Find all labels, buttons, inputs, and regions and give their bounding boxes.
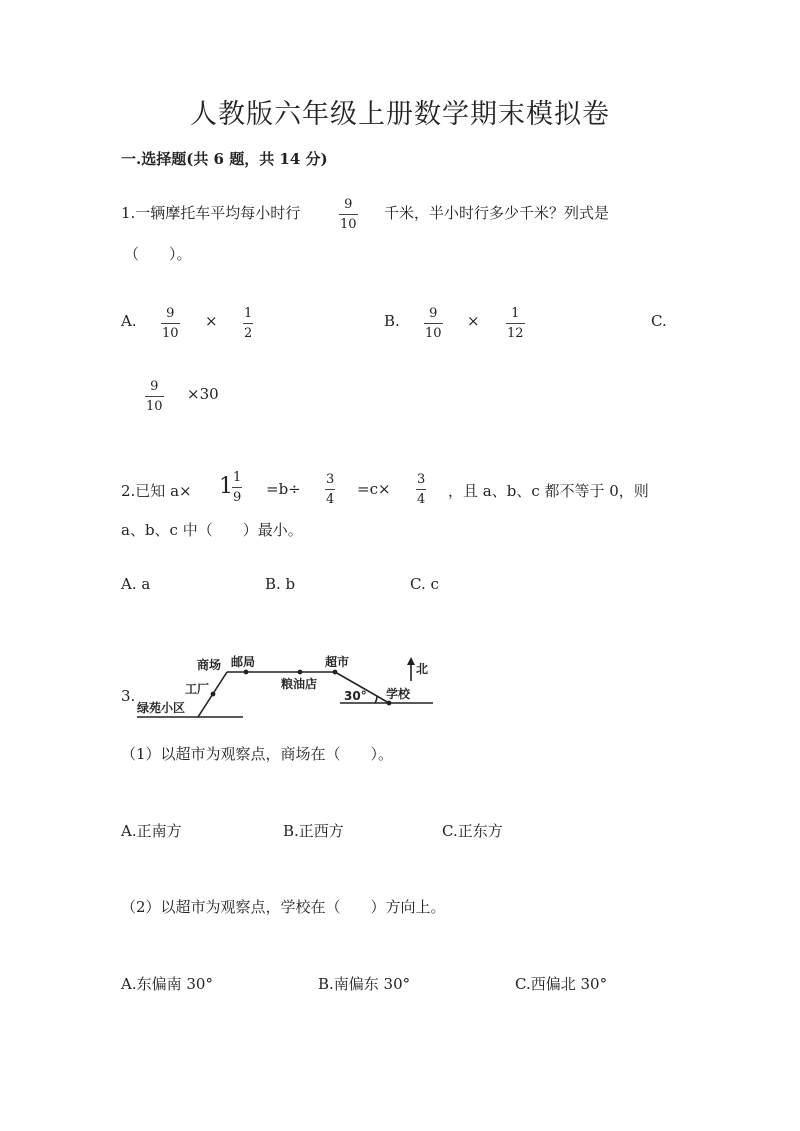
num: 1	[233, 470, 242, 485]
den: 10	[146, 399, 163, 414]
q1-option-a-label: A.	[121, 312, 137, 330]
map-label-factory: 工厂	[185, 682, 210, 696]
map-label-grain-shop: 粮油店	[281, 677, 318, 691]
num: 1	[511, 306, 520, 321]
num: 3	[417, 472, 426, 487]
q1-suffix: 千米，半小时行多少千米？列式是	[384, 204, 610, 222]
den: 4	[417, 492, 426, 507]
q2-fraction2	[325, 472, 335, 507]
map-label-residential: 绿苑小区	[137, 701, 186, 715]
q2-mixed-whole: 1	[219, 474, 233, 499]
q2-mixed-fraction	[232, 470, 242, 505]
q1-prefix: 1.一辆摩托车平均每小时行	[121, 204, 301, 222]
num: 9	[166, 306, 175, 321]
q1-option-a-fraction2	[243, 306, 253, 341]
num: 9	[429, 306, 438, 321]
q1-option-b-fraction2	[506, 306, 525, 341]
q1-option-b-fraction1	[424, 306, 443, 341]
map-point-post-office	[244, 670, 249, 675]
q2-eq1: =b÷	[266, 480, 301, 498]
q3-sub1-option-a: A.正南方	[121, 822, 182, 840]
map-label-mall: 商场	[197, 658, 222, 672]
q1-option-a-operator: ×	[205, 312, 218, 330]
q3-sub2-option-a: A.东偏南 30°	[121, 975, 213, 993]
q1-option-a-fraction1	[161, 306, 180, 341]
q2-prefix: 2.已知 a×	[121, 482, 192, 500]
map-point-grain-shop	[298, 670, 303, 675]
q1-blank: （ ）。	[124, 245, 192, 263]
q3-sub1-text: （1）以超市为观察点，商场在（ ）。	[121, 745, 394, 763]
q1-option-b-label: B.	[384, 312, 400, 330]
den: 2	[244, 326, 253, 341]
q1-option-c-label: C.	[651, 312, 667, 330]
q1-fraction	[339, 197, 358, 232]
map-point-supermarket	[333, 670, 338, 675]
q2-option-c: C. c	[410, 575, 439, 593]
map-point-factory	[211, 692, 216, 697]
den: 12	[507, 326, 524, 341]
den: 10	[425, 326, 442, 341]
q3-sub2-option-b: B.南偏东 30°	[318, 975, 411, 993]
den: 4	[326, 492, 335, 507]
page-title: 人教版六年级上册数学期末模拟卷	[190, 99, 610, 130]
q2-eq2: =c×	[357, 480, 391, 498]
q1-fraction-den: 10	[340, 217, 357, 232]
q2-option-b: B. b	[265, 575, 296, 593]
q3-number: 3.	[121, 687, 136, 705]
map-label-post-office: 邮局	[231, 655, 256, 669]
q2-option-a: A. a	[121, 575, 151, 593]
q2-line2: a、b、c 中（ ）最小。	[121, 521, 303, 539]
section-heading: 一.选择题(共 6 题，共 14 分)	[121, 150, 328, 168]
den: 10	[162, 326, 179, 341]
num: 1	[244, 306, 253, 321]
num: 3	[326, 472, 335, 487]
num: 9	[150, 379, 159, 394]
den: 9	[233, 490, 242, 505]
map-label-school: 学校	[386, 687, 411, 701]
map-angle-arc	[375, 696, 377, 703]
q3-sub1-option-b: B.正西方	[283, 822, 344, 840]
q1-option-b-operator: ×	[467, 312, 480, 330]
map-label-angle: 30°	[344, 689, 367, 703]
map-point-school	[387, 701, 392, 706]
q1-option-c-fraction	[145, 379, 164, 414]
q2-suffix: ，且 a、b、c 都不等于 0，则	[448, 482, 649, 500]
q2-fraction3	[416, 472, 426, 507]
q3-sub2-text: （2）以超市为观察点，学校在（ ）方向上。	[121, 898, 446, 916]
q1-fraction-num: 9	[344, 197, 353, 212]
north-arrow-icon	[407, 657, 415, 665]
map-label-north: 北	[416, 662, 429, 676]
q3-sub1-option-c: C.正东方	[442, 822, 503, 840]
q3-map-diagram	[135, 645, 440, 725]
q3-sub2-option-c: C.西偏北 30°	[515, 975, 608, 993]
map-label-supermarket: 超市	[325, 655, 350, 669]
q1-option-c-rest: ×30	[187, 385, 219, 403]
